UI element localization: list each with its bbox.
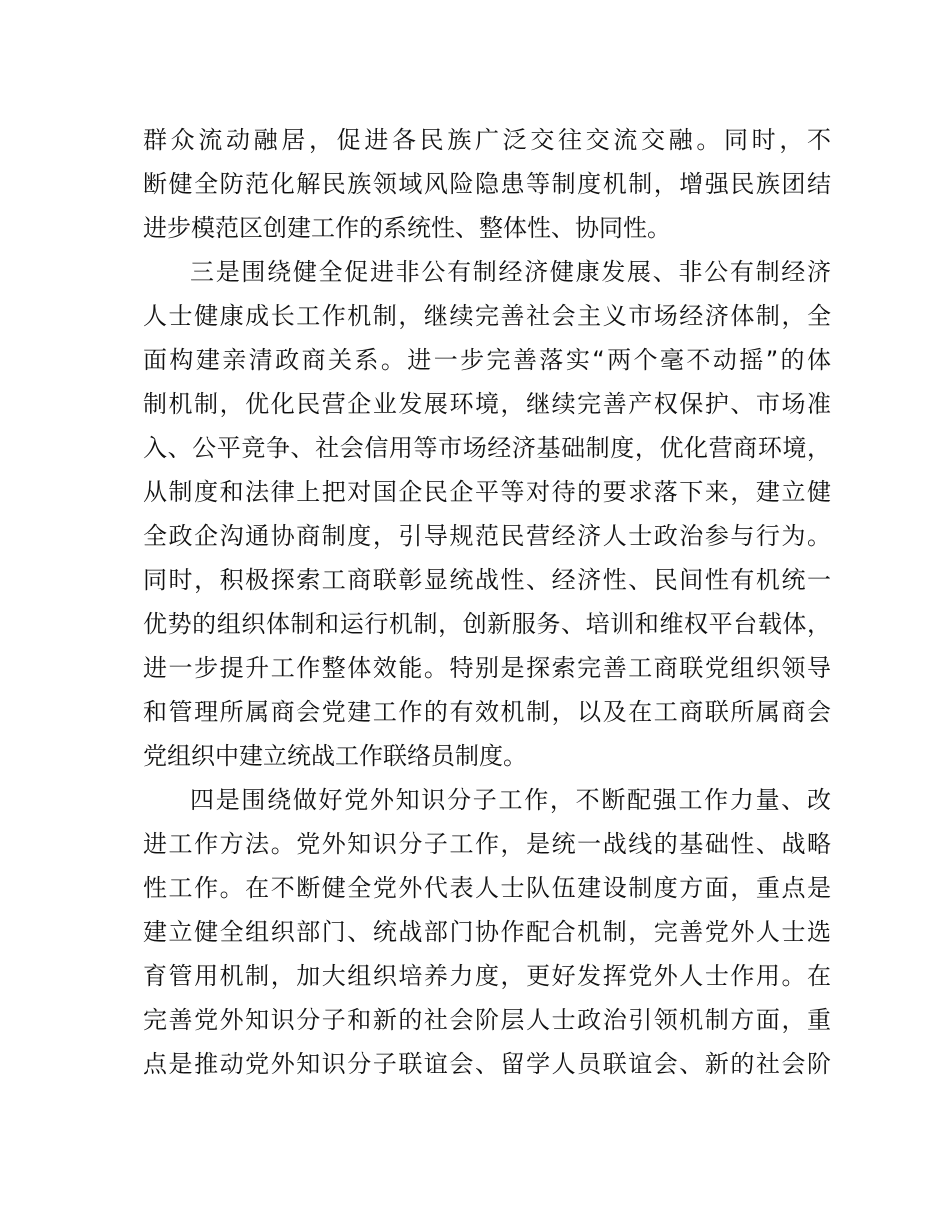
text-line: 入、公平竞争、社会信用等市场经济基础制度，优化营商环境，: [143, 434, 831, 462]
text-line: 从制度和法律上把对国企民企平等对待的要求落下来，建立健: [143, 478, 831, 506]
paragraph: [143, 778, 831, 1086]
document-body: [143, 118, 831, 1086]
text-line: 和管理所属商会党建工作的有效机制，以及在工商联所属商会: [143, 698, 831, 726]
text-line: 全政企沟通协商制度，引导规范民营经济人士政治参与行为。: [143, 522, 831, 550]
text-line: 完善党外知识分子和新的社会阶层人士政治引领机制方面，重: [143, 1006, 831, 1034]
text-line: 育管用机制，加大组织培养力度，更好发挥党外人士作用。在: [143, 962, 831, 990]
text-line: 群众流动融居，促进各民族广泛交往交流交融。同时，不: [143, 126, 831, 154]
text-line: 优势的组织体制和运行机制，创新服务、培训和维权平台载体，: [143, 610, 831, 638]
text-line: 三是围绕健全促进非公有制经济健康发展、非公有制经济: [190, 258, 831, 286]
text-line: 建立健全组织部门、统战部门协作配合机制，完善党外人士选: [143, 918, 831, 946]
text-line: 点是推动党外知识分子联谊会、留学人员联谊会、新的社会阶: [143, 1050, 831, 1078]
text-line: 人士健康成长工作机制，继续完善社会主义市场经济体制，全: [143, 302, 831, 330]
text-line: 断健全防范化解民族领域风险隐患等制度机制，增强民族团结: [143, 170, 831, 198]
paragraph: [143, 118, 831, 250]
text-line: 进一步提升工作整体效能。特别是探索完善工商联党组织领导: [143, 654, 831, 682]
text-line: 四是围绕做好党外知识分子工作，不断配强工作力量、改: [190, 786, 831, 814]
text-line: 同时，积极探索工商联彰显统战性、经济性、民间性有机统一: [143, 566, 831, 594]
text-line: 面构建亲清政商关系。进一步完善落实“两个毫不动摇”的体: [143, 346, 831, 374]
text-line: 进工作方法。党外知识分子工作，是统一战线的基础性、战略: [143, 830, 831, 858]
paragraph: [143, 250, 831, 778]
text-line: 党组织中建立统战工作联络员制度。: [143, 742, 527, 770]
text-line: 制机制，优化民营企业发展环境，继续完善产权保护、市场准: [143, 390, 831, 418]
text-line: 性工作。在不断健全党外代表人士队伍建设制度方面，重点是: [143, 874, 831, 902]
text-line: 进步模范区创建工作的系统性、整体性、协同性。: [143, 214, 671, 242]
